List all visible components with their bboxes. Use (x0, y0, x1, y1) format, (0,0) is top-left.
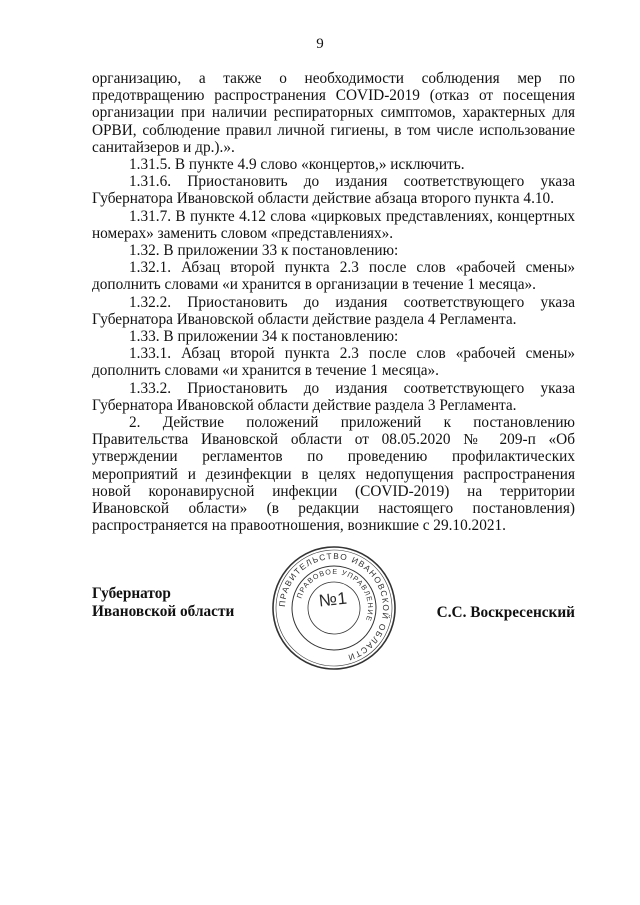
paragraph-1-32-2: 1.32.2. Приостановить до издания соответствующего указа Губернатора Ивановской области действие раздела 4 Регламента. (92, 293, 575, 328)
seal-outer-text: ПРАВИТЕЛЬСТВО ИВАНОВСКОЙ ОБЛАСТИ (276, 550, 392, 664)
paragraph-1-33: 1.33. В приложении 34 к постановлению: (129, 328, 399, 346)
paragraph-1-32: 1.32. В приложении 33 к постановлению: (129, 242, 399, 260)
paragraph-1-32-1: 1.32.1. Абзац второй пункта 2.3 после слов «рабочей смены» дополнить словами «и хранится в организации в течение 1 месяца». (92, 259, 575, 294)
paragraph-1-33-2: 1.33.2. Приостановить до издания соответствующего указа Губернатора Ивановской области действие раздела 3 Регламента. (92, 379, 575, 414)
signatory-position (92, 585, 234, 621)
signatory-region: Ивановской области (92, 603, 235, 620)
page-number: 9 (316, 36, 324, 52)
signatory-title: Губернатор (92, 585, 171, 602)
paragraph-1-31-6: 1.31.6. Приостановить до издания соответствующего указа Губернатора Ивановской области действие абзаца второго пункта 4.10. (92, 173, 575, 208)
paragraph-1-31-7: 1.31.7. В пункте 4.12 слова «цирковых представлениях, концертных номерах» заменить словом «представлениях». (92, 207, 575, 242)
seal-number: №1 (317, 588, 349, 611)
seal-inner-text: ПРАВОВОЕ УПРАВЛЕНИЕ (294, 566, 376, 624)
paragraph-2: 2. Действие положений приложений к постановлению Правительства Ивановской области от 08.05.2020 № 209-п «Об утверждении регламентов по проведению профилактических мероприятий и дезинфекции в целях недопущения распространения новой коронавирусной инфекции (COVID-2019) на территории Ивановской области» (в редакции настоящего постановления) распространяется на правоотношения, возникшие с 29.10.2021. (92, 414, 575, 535)
paragraph-continuation: организацию, а также о необходимости соблюдения мер по предотвращению распространения COVID-2019 (отказ от посещения организации при наличии респираторных симптомов, характерных для ОРВИ, соблюдение правил личной гигиены, в том числе использование санитайзеров и др.).». (92, 70, 575, 156)
document-body (92, 70, 575, 534)
signatory-name: С.С. Воскресенский (436, 604, 575, 621)
official-seal (264, 538, 405, 679)
paragraph-1-31-5: 1.31.5. В пункте 4.9 слово «концертов,» исключить. (129, 156, 465, 174)
paragraph-1-33-1: 1.33.1. Абзац второй пункта 2.3 после слов «рабочей смены» дополнить словами «и хранится в течение 1 месяца». (92, 345, 575, 380)
